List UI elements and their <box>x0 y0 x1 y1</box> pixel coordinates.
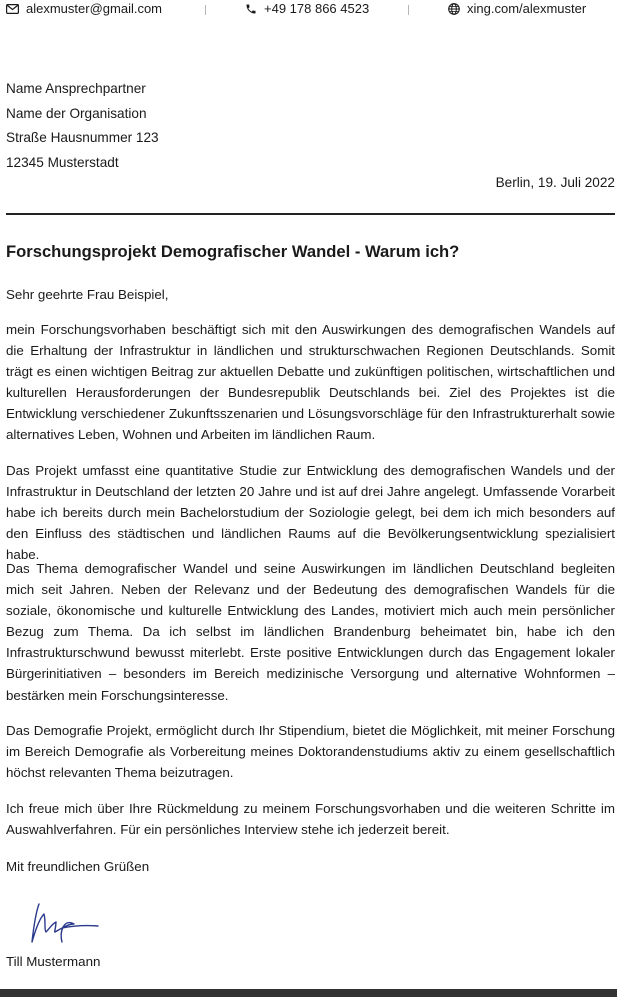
email-text: alexmuster@gmail.com <box>26 1 163 16</box>
website-contact[interactable] <box>448 1 586 16</box>
street: Straße Hausnummer 123 <box>6 130 159 146</box>
body-paragraph-3: Das Thema demografischer Wandel und seine Auswirkungen im ländlichen Deutschland begleiten mich seit Jahren. Neben der Relevanz und der Bedeutung des demografischen Wandels für die soziale, ökonomische und kulturelle Entwicklung des Landes, motiviert mich auch mein persönlicher Bezug zum Thema. Da ich selbst im ländlichen Brandenburg beheimatet bin, habe ich den Infrastrukturschwund bewusst miterlebt. Erste positive Entwicklungen durch das Engagement lokaler Bürgerinitiativen – besonders im Bereich medizinische Versorgung und alternative Wohnformen – bestärken mein Forschungsinteresse. <box>6 561 615 703</box>
footer-bar <box>0 989 617 997</box>
organization: Name der Organisation <box>6 105 147 121</box>
salutation: Sehr geehrte Frau Beispiel, <box>6 287 169 302</box>
letter-date: Berlin, 19. Juli 2022 <box>495 175 615 190</box>
body-paragraph-2: Das Projekt umfasst eine quantitative Studie zur Entwicklung des demografischen Wandels und der Infrastruktur in Deutschland der letzten 20 Jahre und ist auf drei Jahre angelegt. Umfassende Vorarbeit habe ich bereits durch mein Bachelorstudium der Soziologie gelegt, bei dem ich mich besonders auf den Einfluss des städtischen und ländlichen Raums auf die Bevölkerungsentwicklung spezialisiert habe. <box>6 463 615 563</box>
separator <box>205 5 206 15</box>
contact-header <box>0 0 617 20</box>
contact-person: Name Ansprechpartner <box>6 81 146 96</box>
body-paragraph-1: mein Forschungsvorhaben beschäftigt sich mit den Auswirkungen des demografischen Wandels auf die Erhaltung der Infrastruktur in ländlichen und strukturschwachen Regionen Deutschlands. Somit trägt es einen wichtigen Beitrag zur aktuellen Debatte und zukünftigen politischen, wirtschaftlichen und kulturellen Herausforderungen der Bundesrepublik Deutschlands bei. Ziel des Projektes ist die Entwicklung verschiedener Zukunftsszenarien und Lösungsvorschläge für den Infrastrukturerhalt sowie alternatives Leben, Wohnen und Arbeiten im ländlichen Raum. <box>6 322 615 443</box>
letter-subject: Forschungsprojekt Demografischer Wandel - Warum ich? <box>6 242 460 261</box>
phone-text: +49 178 866 4523 <box>264 1 370 16</box>
body-paragraph-5: Ich freue mich über Ihre Rückmeldung zu meinem Forschungsvorhaben und die weiteren Schritte im Auswahlverfahren. Für ein persönliches Interview stehe ich jederzeit bereit. <box>6 801 615 838</box>
divider <box>6 213 615 215</box>
envelope-icon <box>6 4 19 14</box>
globe-icon <box>448 3 460 15</box>
signature-image <box>14 898 104 946</box>
email-contact[interactable] <box>6 1 162 16</box>
city: 12345 Musterstadt <box>6 154 119 170</box>
signature-name: Till Mustermann <box>6 954 101 969</box>
phone-icon <box>245 3 257 15</box>
recipient-address <box>6 77 159 175</box>
phone-contact[interactable] <box>245 1 369 16</box>
body-paragraph-4: Das Demografie Projekt, ermöglicht durch Ihr Stipendium, bietet die Möglichkeit, mit meiner Forschung im Bereich Demografie als Vorbereitung meines Doktorandenstudiums aktiv zu einem gesellschaftlich höchst relevanten Thema beizutragen. <box>6 723 615 781</box>
website-text: xing.com/alexmuster <box>467 1 587 16</box>
closing: Mit freundlichen Grüßen <box>6 859 150 874</box>
separator <box>408 5 409 15</box>
